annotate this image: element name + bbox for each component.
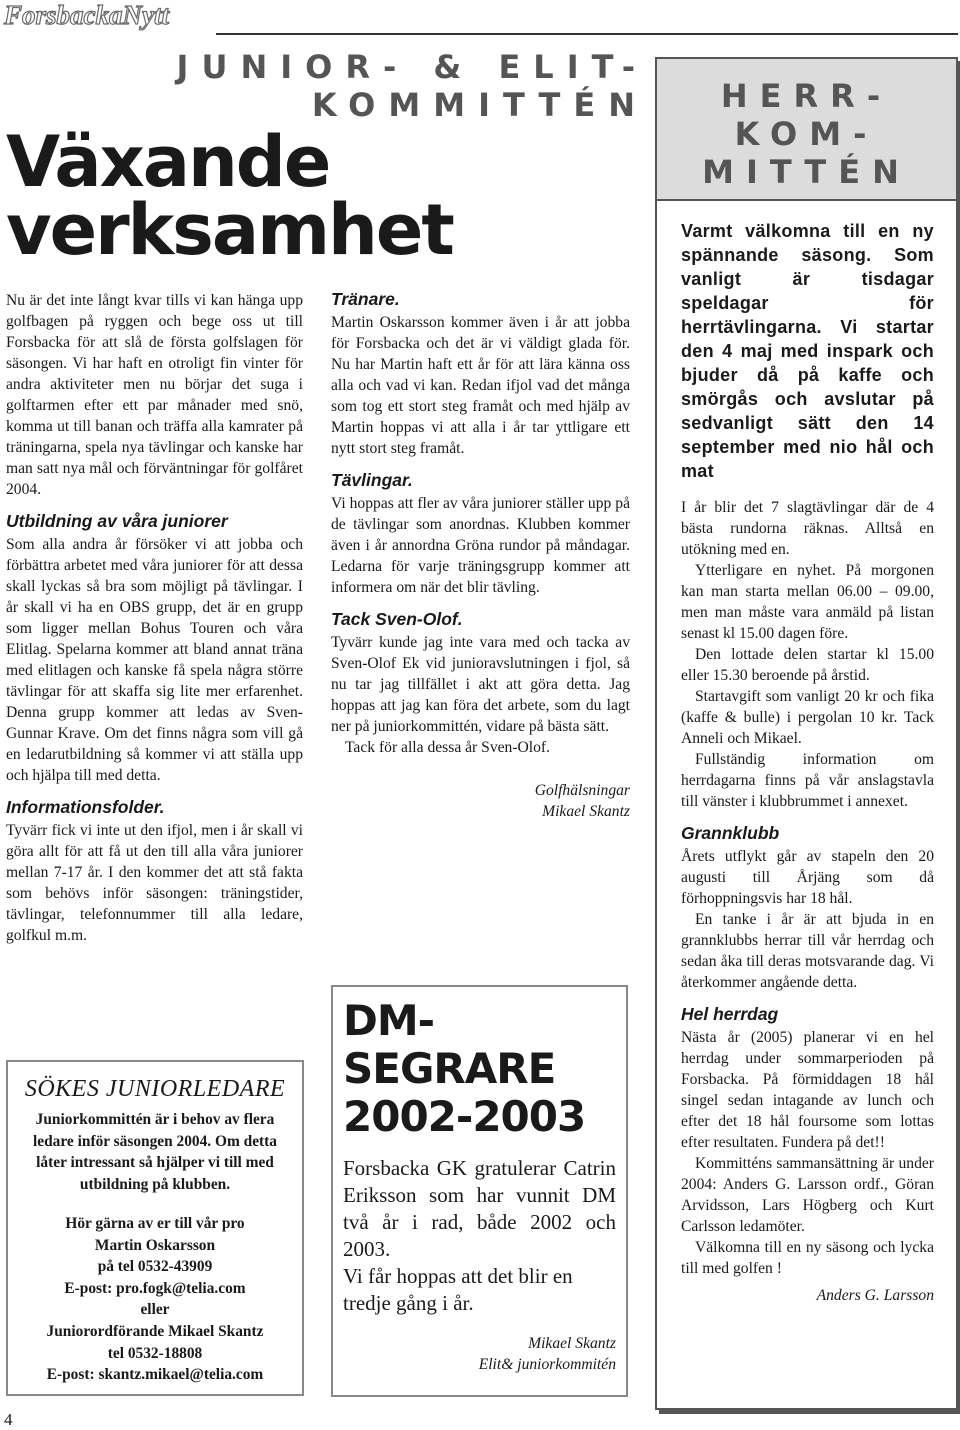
herr-paragraph: I år blir det 7 slagtävlingar där de 4 bästa rundorna räknas. Alltså en utökning med en. (681, 499, 934, 558)
herr-signature: Anders G. Larsson (816, 1287, 934, 1304)
sokes-contact (16, 1213, 294, 1386)
tack-heading: Tack Sven-Olof. (331, 609, 463, 629)
dm-signature-line-2: Elit& juniorkommitén (478, 1356, 616, 1373)
sokes-body: Juniorkommittén är i behov av flera ledare inför säsongen 2004. Om detta låter intressant så hjälper vi till med utbildning på klubben. (33, 1111, 277, 1193)
dm-paragraph-1: Forsbacka GK gratulerar Catrin Eriksson som har vunnit DM två år i rad, både 2002 och 2003. (343, 1156, 616, 1261)
junior-heading-line-2: KOMMITTÉN (311, 86, 648, 124)
hel-herrdag-paragraph: Kommitténs sammansättning är under 2004: Anders G. Larsson ordf., Göran Arvidsson, Lars Högberg och Kurt Carlsson ledamöter. (681, 1155, 934, 1235)
herr-intro: Varmt välkomna till en ny spännande säsong. Som vanligt är tisdagar speldagar för herrtävlingarna. Vi startar den 4 maj med inspark och bjuder då på kaffe och smörgås och avslutar på sedvanligt sätt den 14 september med nio hål och mat (681, 221, 934, 481)
article-title (6, 121, 453, 271)
hel-herrdag-paragraph: Välkomna till en ny säsong och lycka till med golfen ! (681, 1239, 934, 1277)
article-title-line-2: verksamhet (6, 189, 453, 271)
tack-paragraph: Tyvärr kunde jag inte vara med och tacka av Sven-Olof Ek vid junioravslutningen i fjol, så nu tar jag tillfället i akt att göra detta. Jag hoppas att jag kan föra det arbete, som du lagt ner på juniorkommittén, vidare på bästa sätt. (331, 634, 630, 735)
tavlingar-heading: Tävlingar. (331, 470, 413, 490)
contact-line: Hör gärna av er till vår pro (65, 1215, 245, 1232)
masthead-title: ForsbackaNytt (4, 0, 169, 30)
dm-signature (343, 1333, 616, 1375)
signature-line-2: Mikael Skantz (542, 803, 630, 820)
herr-content (657, 199, 956, 1408)
intro-paragraph: Nu är det inte långt kvar tills vi kan hänga upp golfbagen på ryggen och bege oss ut till Forsbacka för att slå de första golfslagen för säsongen. Vi har haft en otroligt fin vinter för andra aktiviteter men nu börjar det suga i golftarmen efter ett par månader med snö, komma ut till banan och träffa alla kamrater på träningarna, spela nya tävlingar och kanske har man satt nya mål och förväntningar för golfåret 2004. (6, 292, 303, 498)
herrkommitten-panel (655, 57, 958, 1410)
dm-title-line-3: 2002-2003 (343, 1092, 586, 1141)
junior-section-heading (128, 48, 648, 124)
signature-golfhalsningar (331, 780, 630, 822)
article-title-line-1: Växande (6, 121, 330, 203)
herr-heading-box (657, 59, 956, 201)
utbildning-paragraph: Som alla andra år försöker vi att jobba och förbättra arbetet med våra juniorer för att dessa skall lyckas så bra som möjligt på tävlingar. I år skall vi ha en OBS grupp, det är en grupp som ligger mellan Bohus Touren och våra Elitlag. Spelarna kommer att bland annat träna med elitlagen och kanske få spela några större tävlingar för att skaffa sig lite mer erfarenhet. Denna grupp kommer att ledas av Sven-Gunnar Krave. Om det finns några som vill gå en ledarutbildning så kommer vi att ställa upp och hjälpa till med detta. (6, 536, 303, 784)
tranare-heading: Tränare. (331, 289, 400, 309)
dm-title-line-1: DM- (343, 996, 435, 1045)
hel-herrdag-paragraph: Nästa år (2005) planerar vi en hel herrdag under sommarperioden på Forsbacka. På förmiddagen 18 hål singel sedan intagande av lunch och efter det 18 hål foursome som lottas efter resultaten. Fundera på det!! (681, 1029, 934, 1151)
herr-paragraph: Den lottade delen startar kl 15.00 eller 15.30 beroende på årstid. (681, 646, 934, 684)
grannklubb-heading: Grannklubb (681, 823, 780, 843)
page-number: 4 (4, 1410, 13, 1429)
contact-line: på tel 0532-43909 (97, 1258, 213, 1276)
herr-paragraph: Startavgift som vanligt 20 kr och fika (kaffe & bulle) i pergolan 10 kr. Tack Anneli och Mikael. (681, 688, 934, 747)
contact-line: Juniorordförande Mikael Skantz (46, 1322, 264, 1340)
herr-paragraph: Fullständig information om herrdagarna finns på vår anslagstavla till vänster i klubbrummet i annexet. (681, 751, 934, 810)
contact-line: tel 0532-18808 (107, 1344, 203, 1362)
contact-email: E-post: pro.fogk@telia.com (64, 1279, 246, 1297)
article-column-2 (331, 288, 630, 822)
tavlingar-paragraph: Vi hoppas att fler av våra juniorer ställer upp på de tävlingar som anordnas. Klubben kommer även i år annordna Gröna rundor på måndagar. Ledarna för varje träningsgrupp kommer att informera om när det blir tävling. (331, 495, 630, 596)
signature-line-1: Golfhälsningar (534, 782, 630, 799)
grannklubb-paragraph: En tanke i år är att bjuda in en grannklubbs herrar till vår herrdag och sedan åka till deras motsvarande dag. Vi återkommer angående detta. (681, 911, 934, 991)
dm-signature-line-1: Mikael Skantz (528, 1335, 616, 1352)
herr-heading-line-2: KOM- (734, 115, 879, 153)
hel-herrdag-heading: Hel herrdag (681, 1004, 779, 1024)
dm-paragraph-2: Vi får hoppas att det blir en tredje gång i år. (343, 1264, 573, 1315)
dm-title-line-2: SEGRARE (343, 1044, 556, 1093)
tranare-paragraph: Martin Oskarsson kommer även i år att jobba för Forsbacka och det är vi väldigt glada för. Nu har Martin haft ett år för att lära känna oss alla och vad vi kan. Redan ifjol vad det många som tog ett stort steg framåt och med hjälp av Martin hoppas vi att alla i år tar yttligare ett nytt stort steg framåt. (331, 314, 630, 457)
junior-heading-line-1: JUNIOR- & ELIT- (176, 48, 648, 86)
herr-heading-line-1: HERR- (720, 77, 893, 115)
contact-line: Martin Oskarsson (94, 1236, 216, 1254)
dm-title (343, 997, 616, 1141)
sokes-juniorledare-box (6, 1060, 304, 1396)
tack-paragraph-2: Tack för alla dessa år Sven-Olof. (345, 739, 551, 756)
dm-text (343, 1155, 616, 1317)
contact-line: eller (140, 1301, 170, 1319)
herr-heading (657, 77, 956, 191)
contact-email: E-post: skantz.mikael@telia.com (46, 1366, 264, 1384)
dm-segrare-box (331, 985, 628, 1397)
grannklubb-paragraph: Årets utflykt går av stapeln den 20 augusti till Årjäng som då förhoppningsvis har 18 hål. (681, 848, 934, 907)
utbildning-heading: Utbildning av våra juniorer (6, 511, 228, 531)
informationsfolder-paragraph: Tyvärr fick vi inte ut den ifjol, men i år skall vi göra allt för att få ut den till alla våra juniorer mellan 7-17 år. I den kommer det att stå fakta som behövs inför säsongen: träningstider, tävlingar, telefonnummer till alla ledare, golfkul m.m. (6, 822, 303, 944)
masthead-rule (216, 33, 958, 35)
herr-paragraph: Ytterligare en nyhet. På morgonen kan man starta mellan 06.00 – 09.00, men man måste vara anmäld på listan senast kl 15.00 dagen före. (681, 562, 934, 642)
herr-heading-line-3: MITTÉN (702, 153, 911, 191)
sokes-title: SÖKES JUNIORLEDARE (24, 1076, 286, 1102)
herr-column (681, 497, 934, 1306)
article-column-1 (6, 290, 303, 946)
informationsfolder-heading: Informationsfolder. (6, 797, 165, 817)
